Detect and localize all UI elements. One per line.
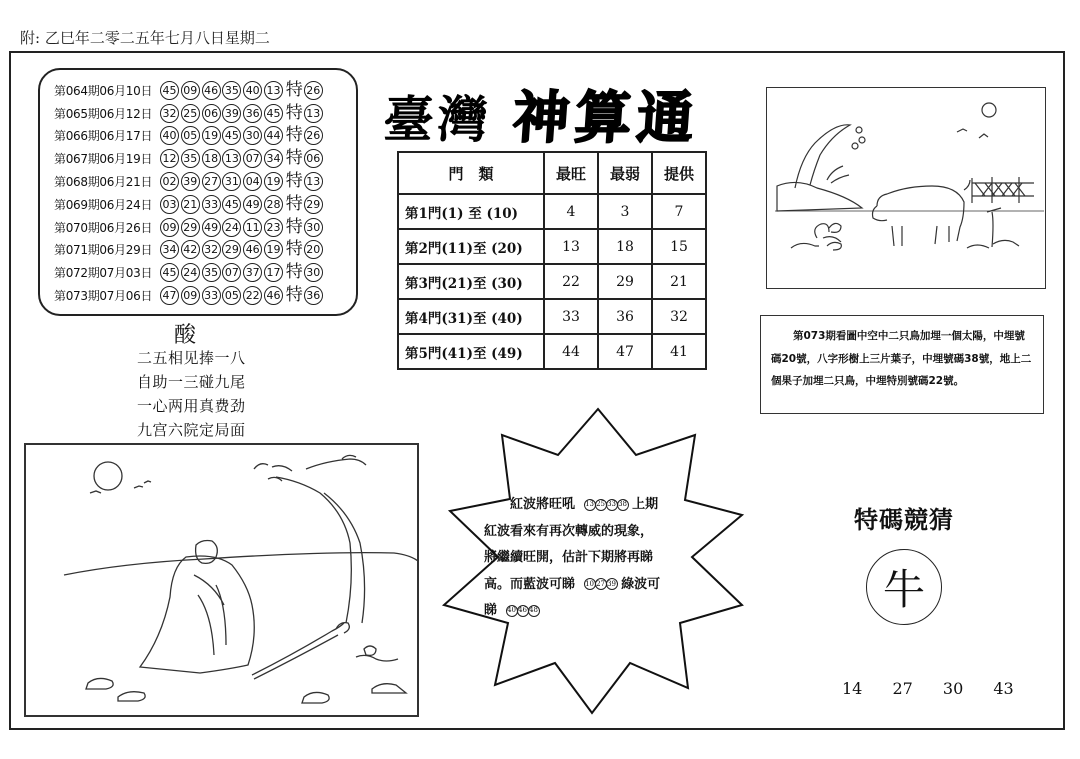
number-ball: 19 bbox=[264, 240, 283, 259]
explanation-text: 第073期看圖中空中二只鳥加埋一個太陽，中埋號碼20號，八字形樹上三片葉子，中埋號碼38號，地上二個果子加埋二只鳥，中埋特別號碼22號。 bbox=[771, 330, 1032, 387]
number-ball: 29 bbox=[181, 218, 200, 237]
number-ball: 37 bbox=[243, 263, 262, 282]
number-ball: 35 bbox=[181, 149, 200, 168]
special-label: 特 bbox=[285, 262, 303, 283]
number-ball: 32 bbox=[160, 104, 179, 123]
table-row bbox=[398, 264, 706, 299]
special-label: 特 bbox=[285, 102, 303, 123]
number-ball: 13 bbox=[264, 81, 283, 100]
number-ball: 09 bbox=[181, 286, 200, 305]
poem-line: 二五相见捧一八 bbox=[137, 349, 246, 367]
door-name: 第4門(31)至 (40) bbox=[398, 299, 544, 334]
door-offer: 7 bbox=[652, 194, 706, 229]
number-ball: 02 bbox=[160, 172, 179, 191]
number-ball: 49 bbox=[202, 218, 221, 237]
draw-label: 第067期06月19日 bbox=[54, 152, 153, 167]
page-title bbox=[381, 74, 702, 154]
number-ball: 33 bbox=[202, 286, 221, 305]
number-ball: 33 bbox=[202, 195, 221, 214]
table-row bbox=[398, 194, 706, 229]
draw-label: 第065期06月12日 bbox=[54, 106, 153, 121]
blue-wave-numbers bbox=[584, 577, 622, 592]
forecast-line-1: 紅波將旺吼 13 25 33 38 上期 bbox=[510, 497, 659, 512]
poem-line: 九宫六院定局面 bbox=[137, 421, 246, 439]
number-ball: 24 bbox=[181, 263, 200, 282]
number-ball: 45 bbox=[222, 126, 241, 145]
special-number-ball: 29 bbox=[304, 195, 323, 214]
number-ball: 09 bbox=[181, 81, 200, 100]
forecast-line-3: 將繼續旺開，估計下期將再睇 bbox=[484, 550, 654, 565]
number-ball: 28 bbox=[264, 195, 283, 214]
special-label: 特 bbox=[285, 239, 303, 260]
zodiac-badge: 牛 bbox=[866, 549, 942, 625]
number-ball: 40 bbox=[243, 81, 262, 100]
wave-forecast-text bbox=[484, 492, 704, 625]
door-min: 47 bbox=[598, 334, 652, 369]
number-ball: 44 bbox=[264, 126, 283, 145]
door-table bbox=[397, 151, 707, 370]
number-ball: 30 bbox=[243, 126, 262, 145]
table-row bbox=[398, 229, 706, 264]
green-wave-numbers bbox=[506, 603, 539, 618]
number-ball: 07 bbox=[243, 149, 262, 168]
number-ball: 12 bbox=[160, 149, 179, 168]
number-ball: 10 bbox=[584, 578, 596, 590]
history-row bbox=[54, 147, 356, 170]
number-ball: 45 bbox=[160, 263, 179, 282]
special-number-ball: 20 bbox=[304, 240, 323, 259]
number-ball: 04 bbox=[243, 172, 262, 191]
table-row bbox=[398, 299, 706, 334]
special-label: 特 bbox=[285, 193, 303, 214]
number-ball: 06 bbox=[202, 104, 221, 123]
history-row bbox=[54, 79, 356, 102]
number-ball: 27 bbox=[595, 578, 607, 590]
number-ball: 47 bbox=[160, 286, 179, 305]
door-offer: 21 bbox=[652, 264, 706, 299]
number-ball: 35 bbox=[222, 81, 241, 100]
title-part-shensuantong: 神算通 bbox=[510, 85, 702, 151]
number-ball: 25 bbox=[181, 104, 200, 123]
door-offer: 15 bbox=[652, 229, 706, 264]
number-ball: 05 bbox=[181, 126, 200, 145]
number-ball: 09 bbox=[160, 218, 179, 237]
draw-label: 第070期06月26日 bbox=[54, 220, 153, 235]
guess-number: 27 bbox=[892, 679, 913, 698]
door-max: 44 bbox=[544, 334, 598, 369]
door-offer: 41 bbox=[652, 334, 706, 369]
special-label: 特 bbox=[285, 79, 303, 100]
door-max: 22 bbox=[544, 264, 598, 299]
number-ball: 18 bbox=[202, 149, 221, 168]
history-row bbox=[54, 239, 356, 262]
number-ball: 21 bbox=[181, 195, 200, 214]
draw-history-panel bbox=[38, 68, 358, 316]
number-ball: 27 bbox=[202, 172, 221, 191]
special-number-ball: 30 bbox=[304, 218, 323, 237]
number-ball: 33 bbox=[606, 499, 618, 511]
number-ball: 45 bbox=[160, 81, 179, 100]
number-ball: 05 bbox=[222, 286, 241, 305]
date-header: 附: 乙巳年二零二五年七月八日星期二 bbox=[20, 29, 270, 47]
header-min: 最弱 bbox=[598, 152, 652, 194]
number-ball: 45 bbox=[264, 104, 283, 123]
number-ball: 38 bbox=[617, 499, 629, 511]
number-ball: 39 bbox=[181, 172, 200, 191]
door-name: 第2門(11)至 (20) bbox=[398, 229, 544, 264]
title-part-taiwan: 臺灣 bbox=[381, 90, 494, 149]
special-label: 特 bbox=[285, 285, 303, 306]
guess-number: 43 bbox=[993, 679, 1014, 698]
draw-label: 第071期06月29日 bbox=[54, 243, 153, 258]
special-label: 特 bbox=[285, 148, 303, 169]
table-row bbox=[398, 334, 706, 369]
header-door-type: 門 類 bbox=[398, 152, 544, 194]
draw-label: 第073期07月06日 bbox=[54, 289, 153, 304]
number-ball: 24 bbox=[222, 218, 241, 237]
special-number-ball: 13 bbox=[304, 172, 323, 191]
door-name: 第3門(21)至 (30) bbox=[398, 264, 544, 299]
number-ball: 39 bbox=[606, 578, 618, 590]
guess-number: 14 bbox=[842, 679, 863, 698]
number-ball: 45 bbox=[222, 195, 241, 214]
special-number-ball: 13 bbox=[304, 104, 323, 123]
door-name: 第5門(41)至 (49) bbox=[398, 334, 544, 369]
number-ball: 32 bbox=[202, 240, 221, 259]
history-row bbox=[54, 216, 356, 239]
picture-explanation bbox=[760, 315, 1044, 414]
monk-illustration bbox=[24, 443, 419, 717]
special-label: 特 bbox=[285, 125, 303, 146]
number-ball: 46 bbox=[202, 81, 221, 100]
special-number-ball: 06 bbox=[304, 149, 323, 168]
history-row bbox=[54, 284, 356, 307]
door-name: 第1門(1) 至 (10) bbox=[398, 194, 544, 229]
number-ball: 03 bbox=[160, 195, 179, 214]
number-ball: 40 bbox=[160, 126, 179, 145]
draw-label: 第072期07月03日 bbox=[54, 266, 153, 281]
special-number-ball: 26 bbox=[304, 126, 323, 145]
number-ball: 17 bbox=[264, 263, 283, 282]
number-ball: 36 bbox=[243, 104, 262, 123]
number-ball: 22 bbox=[243, 286, 262, 305]
monk-scene-icon bbox=[26, 445, 417, 715]
door-max: 4 bbox=[544, 194, 598, 229]
door-min: 29 bbox=[598, 264, 652, 299]
number-ball: 13 bbox=[222, 149, 241, 168]
special-label: 特 bbox=[285, 171, 303, 192]
poem-title: 酸 bbox=[174, 323, 197, 348]
door-max: 13 bbox=[544, 229, 598, 264]
number-ball: 49 bbox=[243, 195, 262, 214]
door-min: 3 bbox=[598, 194, 652, 229]
table-header-row bbox=[398, 152, 706, 194]
draw-label: 第069期06月24日 bbox=[54, 197, 153, 212]
number-ball: 48 bbox=[528, 605, 540, 617]
poem-line: 自助一三碰九尾 bbox=[137, 373, 246, 391]
guess-numbers bbox=[842, 679, 1029, 698]
pig-scene-icon bbox=[767, 88, 1044, 287]
number-ball: 46 bbox=[243, 240, 262, 259]
number-ball: 19 bbox=[202, 126, 221, 145]
special-number-ball: 36 bbox=[304, 286, 323, 305]
door-max: 33 bbox=[544, 299, 598, 334]
door-min: 18 bbox=[598, 229, 652, 264]
header-max: 最旺 bbox=[544, 152, 598, 194]
number-ball: 42 bbox=[181, 240, 200, 259]
red-wave-numbers bbox=[584, 497, 633, 512]
door-offer: 32 bbox=[652, 299, 706, 334]
number-ball: 35 bbox=[202, 263, 221, 282]
number-ball: 25 bbox=[595, 499, 607, 511]
history-row bbox=[54, 193, 356, 216]
number-ball: 19 bbox=[264, 172, 283, 191]
history-row bbox=[54, 170, 356, 193]
header-offer: 提供 bbox=[652, 152, 706, 194]
special-number-ball: 26 bbox=[304, 81, 323, 100]
number-ball: 34 bbox=[264, 149, 283, 168]
forecast-line-4: 高。而藍波可睇 10 27 39 綠波可 bbox=[484, 576, 661, 592]
forecast-line-2: 紅波看來有再次轉威的現象， bbox=[484, 523, 654, 539]
poem-line: 一心两用真费劲 bbox=[137, 397, 246, 415]
number-ball: 31 bbox=[222, 172, 241, 191]
number-ball: 34 bbox=[160, 240, 179, 259]
history-row bbox=[54, 125, 356, 148]
history-row bbox=[54, 261, 356, 284]
number-ball: 23 bbox=[264, 218, 283, 237]
special-number-guess-title: 特碼競猜 bbox=[854, 505, 954, 534]
number-ball: 46 bbox=[264, 286, 283, 305]
special-label: 特 bbox=[285, 216, 303, 237]
forecast-line-5: 睇 40 46 48 bbox=[484, 603, 538, 618]
number-ball: 39 bbox=[222, 104, 241, 123]
guess-number: 30 bbox=[942, 679, 964, 698]
history-row bbox=[54, 102, 356, 125]
number-ball: 40 bbox=[506, 605, 518, 617]
door-min: 36 bbox=[598, 299, 652, 334]
poem bbox=[137, 346, 246, 442]
draw-label: 第068期06月21日 bbox=[54, 175, 153, 190]
number-ball: 07 bbox=[222, 263, 241, 282]
special-number-ball: 30 bbox=[304, 263, 323, 282]
number-ball: 46 bbox=[517, 605, 529, 617]
pig-illustration bbox=[766, 87, 1046, 289]
draw-label: 第064期06月10日 bbox=[54, 83, 153, 98]
number-ball: 13 bbox=[584, 499, 596, 511]
number-ball: 11 bbox=[243, 218, 262, 237]
draw-label: 第066期06月17日 bbox=[54, 129, 153, 144]
number-ball: 29 bbox=[222, 240, 241, 259]
